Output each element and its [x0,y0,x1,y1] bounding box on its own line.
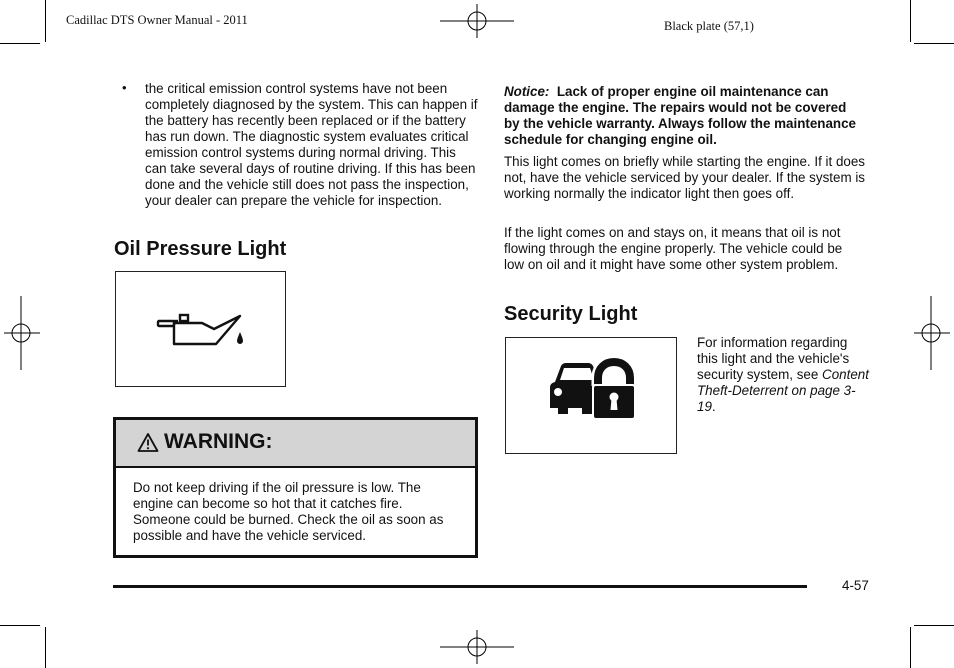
registration-mark-bottom [440,626,516,668]
notice-text: Lack of proper engine oil maintenance can damage the engine. The repairs would not be covered by the vehicle warranty. Always follow the maintenance schedule for changing engine oil. [504,84,856,147]
oil-can-icon [156,312,248,352]
bullet-marker: • [122,80,127,95]
footer-rule [113,585,807,588]
notice-paragraph [504,84,864,148]
plate-label: Black plate (57,1) [664,19,754,33]
security-text: For information regarding this light and the vehicle's security system, see [697,335,850,382]
car-padlock-icon [546,356,638,424]
warning-box [113,417,478,558]
paragraph-light-briefly: This light comes on briefly while starting the engine. If it does not, have the vehicle serviced by your dealer. If the system is working normally the indicator light then goes off. [504,154,865,201]
warning-body: Do not keep driving if the oil pressure is low. The engine can become so hot that it catches fire. Someone could be burned. Check the oil as soon as possible and have the vehicle serviced. [133,480,444,543]
security-light-heading: Security Light [504,303,638,325]
registration-mark-top [440,0,516,42]
notice-label: Notice: [504,84,550,99]
manual-title: Cadillac DTS Owner Manual - 2011 [66,13,248,27]
security-period: . [711,399,716,414]
registration-mark-left [0,296,42,372]
warning-title: WARNING: [164,430,273,453]
paragraph-light-stays-on: If the light comes on and stays on, it means that oil is not flowing through the engine properly. The vehicle could be low on oil and it might have some other system problem. [504,225,843,272]
security-light-figure [505,337,677,454]
security-page-reference[interactable]: Content Theft-Deterrent on page 3-19 [697,367,869,414]
page-number: 4-57 [842,578,869,593]
oil-pressure-heading: Oil Pressure Light [114,238,287,260]
registration-mark-right [912,296,954,372]
warning-header [116,420,475,468]
security-paragraph [697,335,869,415]
bullet-item: the critical emission control systems have not been completely diagnosed by the system. This can happen if the battery has recently been replaced or if the battery has run down. The diagnostic system evaluates critical emission control systems during normal driving. This can take several days of routine driving. If this has been done and the vehicle still does not pass the inspection, your dealer can prepare the vehicle for inspection. [145,81,478,208]
oil-pressure-light-figure [115,271,286,387]
warning-triangle-icon [137,432,159,453]
